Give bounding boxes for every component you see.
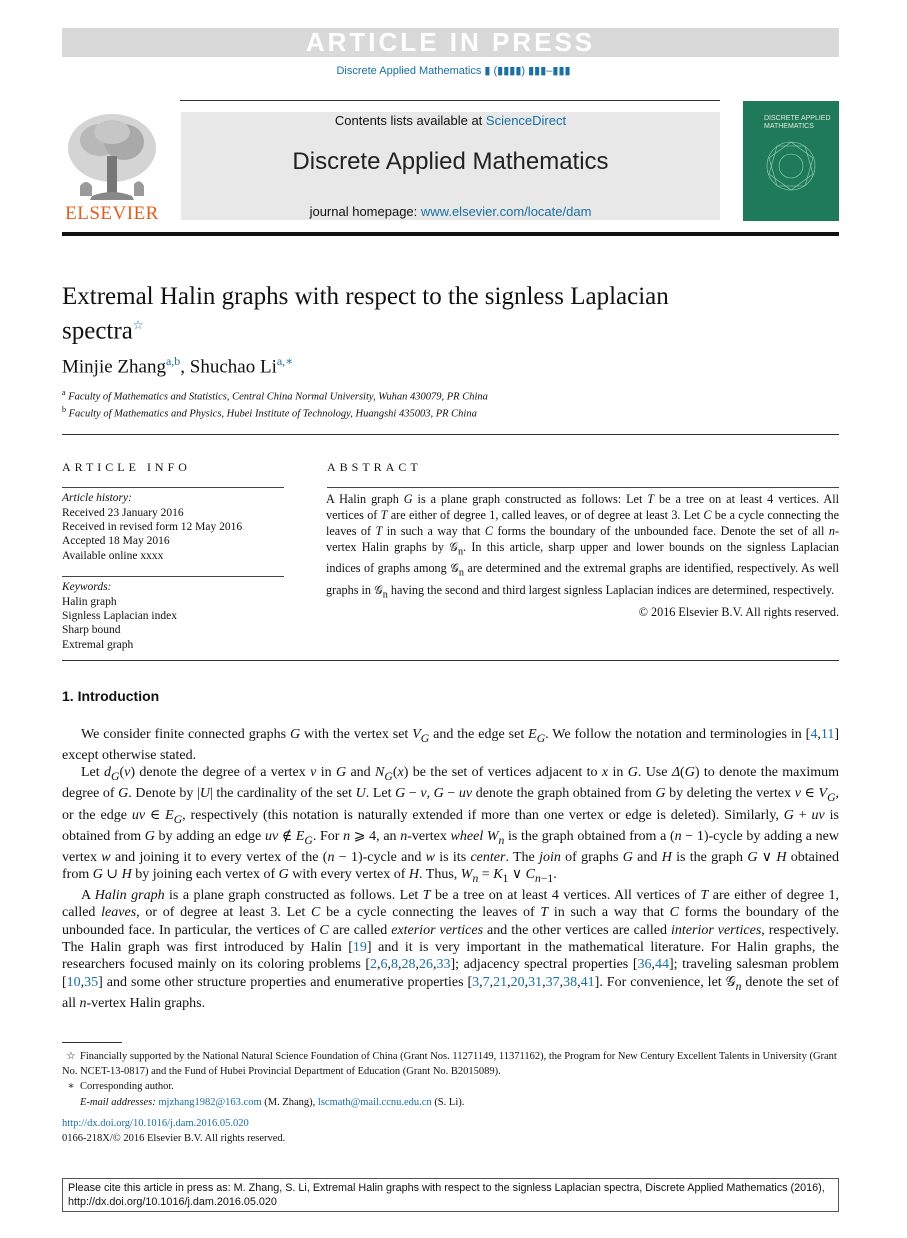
keyword-item: Sharp bound — [62, 624, 121, 636]
citation-link[interactable]: 2 — [370, 957, 378, 973]
journal-reference[interactable]: Discrete Applied Mathematics ▮ (▮▮▮▮) ▮▮▮–▮▮▮ — [336, 65, 571, 77]
author-li: Shuchao Li — [189, 356, 277, 378]
affiliation-a-mark: a — [62, 388, 66, 397]
journal-title: Discrete Applied Mathematics — [292, 148, 609, 175]
history-revised: Received in revised form 12 May 2016 — [62, 521, 243, 533]
article-info-rule — [62, 487, 284, 488]
intro-paragraph-1: We consider finite connected graphs G with the vertex set $V_G$ and the edge set $E_G$. We follow the notation and terminologies in [4,11] except otherwise stated. — [62, 727, 840, 764]
email-link-li[interactable]: lscmath@mail.ccnu.edu.cn — [317, 1097, 432, 1108]
footnote-funding-text: Financially supported by the National Natural Science Foundation of China (Grant Nos. 11271149, 11371162), the Program for New Century Excellent Talents in University (Grant No. NCET-13-0817) and the Fund of Hubei Provincial Department of Education (Grant No. B2015089). — [62, 1051, 837, 1077]
article-in-press-text: ARTICLE IN PRESS — [305, 27, 596, 57]
footnote-corresponding-text: Corresponding author. — [80, 1081, 174, 1092]
footnote-corresponding-mark: ∗ — [67, 1081, 75, 1092]
email-label: E-mail addresses: — [80, 1097, 156, 1108]
citation-link[interactable]: 31 — [528, 974, 543, 990]
paper-title — [62, 282, 762, 345]
citation-link[interactable]: 35 — [84, 974, 99, 990]
affiliation-b-mark: b — [62, 405, 66, 414]
email-link-zhang[interactable]: mjzhang1982@163.com — [158, 1097, 262, 1108]
footnote-emails — [62, 1095, 464, 1110]
author-zhang-affiliation-marks[interactable]: a,b — [165, 354, 181, 368]
email-zhang-name: (M. Zhang), — [261, 1097, 318, 1108]
intro-paragraph-2: Let $d_G(v)$ denote the degree of a vertex v in G and $N_G(x)$ be the set of vertices adjacent to x in G. Use Δ(G) to denote the maximum degree of G. Denote by |U| the cardinality of the set U. Let G − v, G − uv denote the graph obtained from G by deleting the vertex v ∈ $V_G$, or the edge uv ∈ $E_G$, respectively (this notation is naturally extended if more than one vertex or edge is deleted). Similarly, G + uv is obtained from G by adding an edge uv ∉ $E_G$. For n ⩾ 4, an n-vertex wheel $W_n$ is the graph obtained from a (n − 1)-cycle by adding a new vertex w and joining it to every vertex of the (n − 1)-cycle and w is its center. The join of graphs G and H is the graph G ∨ H obtained from G ∪ H by joining each vertex of G with every vertex of H. Thus, $W_n = K_1$ ∨ $C_{n-1}$. — [62, 765, 840, 885]
doi-link[interactable]: http://dx.doi.org/10.1016/j.dam.2016.05.020 — [62, 1118, 249, 1129]
contents-prefix: Contents lists available at — [334, 113, 486, 128]
citation-link[interactable]: 41 — [580, 974, 595, 990]
keywords-label: Keywords: — [62, 581, 112, 593]
abstract-rule — [327, 487, 839, 488]
history-online: Available online xxxx — [62, 550, 164, 562]
affiliation-a — [62, 388, 488, 403]
keyword-item: Signless Laplacian index — [62, 610, 177, 622]
citation-link[interactable]: 19 — [352, 940, 367, 956]
section-heading-introduction: 1. Introduction — [62, 688, 160, 704]
email-li-name: (S. Li). — [431, 1097, 465, 1108]
article-history-label: Article history: — [62, 492, 132, 504]
keyword-item: Halin graph — [62, 596, 117, 608]
author-li-affiliation-marks[interactable]: a,∗ — [276, 354, 294, 368]
homepage-prefix: journal homepage: — [309, 204, 421, 219]
citation-link[interactable]: 26 — [419, 957, 434, 973]
article-info-heading: ARTICLE INFO — [62, 460, 191, 474]
citation-link[interactable]: 11 — [820, 727, 835, 742]
affiliation-b — [62, 405, 477, 420]
contents-available-line — [181, 113, 720, 128]
footnote-corresponding — [62, 1079, 174, 1094]
cite-this-article-box: Please cite this article in press as: M. Zhang, S. Li, Extremal Halin graphs with respect to the signless Laplacian spectra, Discrete Applied Mathematics (2016), http://dx.doi.org/10.1016/j.dam.2016.05.020 — [62, 1178, 839, 1212]
citation-link[interactable]: 28 — [401, 957, 416, 973]
journal-homepage-line — [181, 204, 720, 219]
sciencedirect-link[interactable]: ScienceDirect — [485, 113, 567, 128]
cover-graph-art — [758, 136, 824, 196]
citation-link[interactable]: 33 — [436, 957, 451, 973]
article-in-press-banner — [62, 28, 839, 57]
citation-link[interactable]: 37 — [545, 974, 560, 990]
header-top-rule — [180, 100, 720, 101]
citation-link[interactable]: 3 — [472, 974, 480, 990]
author-zhang: Minjie Zhang — [62, 356, 166, 378]
keyword-item: Extremal graph — [62, 639, 134, 651]
affiliation-b-text: Faculty of Mathematics and Physics, Hubei Institute of Technology, Huangshi 435003, PR China — [68, 408, 477, 420]
citation-link[interactable]: 20 — [510, 974, 525, 990]
introduction-body — [62, 726, 839, 1012]
abstract-text: A Halin graph G is a plane graph constructed as follows: Let T be a tree on at least 4 vertices. All vertices of T are either of degree 1, called leaves, or of degree at least 3. Let C be a cycle connecting the leaves of T in such a way that C forms the boundary of the unbounded face. Denote the set of all n-vertex Halin graphs by 𝒢$_n$. In this article, sharp upper and lower bounds on the signless Laplacian indices of graphs among 𝒢$_n$ are determined and the extremal graphs are identified, respectively. As well graphs in 𝒢$_n$ having the second and third largest signless Laplacian indices are determined, respectively. — [326, 492, 840, 601]
footnote-funding — [62, 1049, 839, 1079]
citation-link[interactable]: 21 — [493, 974, 508, 990]
citation-link[interactable]: 36 — [637, 957, 652, 973]
citation-link[interactable]: 7 — [482, 974, 490, 990]
footnote-rule — [62, 1042, 122, 1043]
citation-link[interactable]: 38 — [563, 974, 578, 990]
citation-link[interactable]: 10 — [66, 974, 81, 990]
author-separator: , — [180, 356, 190, 378]
paper-title-line1: Extremal Halin graphs with respect to the signless Laplacian — [62, 283, 669, 310]
affiliation-a-text: Faculty of Mathematics and Statistics, Central China Normal University, Wuhan 430079, PR China — [68, 391, 488, 403]
funding-footnote-mark[interactable]: ☆ — [132, 318, 144, 332]
paper-title-line2: spectra — [62, 317, 133, 345]
keywords-rule — [62, 576, 284, 577]
abstract-copyright: © 2016 Elsevier B.V. All rights reserved. — [638, 605, 839, 619]
citation-link[interactable]: 6 — [380, 957, 388, 973]
citation-link[interactable]: 8 — [391, 957, 399, 973]
intro-paragraph-3: A Halin graph is a plane graph constructed as follows. Let T be a tree on at least 4 vertices. All vertices of T are either of degree 1, called leaves, or of degree at least 3. Let C be a cycle connecting the leaves of T in such a way that C forms the boundary of the unbounded face. In particular, the vertices of C are called exterior vertices and the other vertices are called interior vertices, respectively. The Halin graph was first introduced by Halin [19] and it is very important in the mathematical literature. For Halin graphs, the researchers focused mainly on its coloring problems [2,6,8,28,26,33]; adjacency spectral properties [36,44]; traveling salesman problem [10,35] and some other structure properties and enumerative properties [3,7,21,20,31,37,38,41]. For convenience, let 𝒢$_n$ denote the set of all n-vertex Halin graphs. — [62, 888, 840, 1011]
citation-link[interactable]: 44 — [654, 957, 669, 973]
header-bottom-rule — [62, 232, 839, 236]
footnote-funding-mark: ☆ — [66, 1051, 76, 1062]
abstract-bottom-rule — [62, 660, 839, 661]
abstract-heading: ABSTRACT — [327, 460, 422, 474]
issn-line: 0166-218X/© 2016 Elsevier B.V. All rights reserved. — [62, 1133, 286, 1144]
history-received: Received 23 January 2016 — [62, 507, 184, 519]
publisher-name: ELSEVIER — [65, 203, 159, 224]
affiliation-rule — [62, 434, 839, 435]
author-list — [62, 354, 293, 378]
homepage-link[interactable]: www.elsevier.com/locate/dam — [420, 204, 592, 219]
cover-title: DISCRETE APPLIED MATHEMATICS — [764, 115, 831, 130]
citation-link[interactable]: 4 — [810, 727, 818, 742]
history-accepted: Accepted 18 May 2016 — [62, 535, 170, 547]
